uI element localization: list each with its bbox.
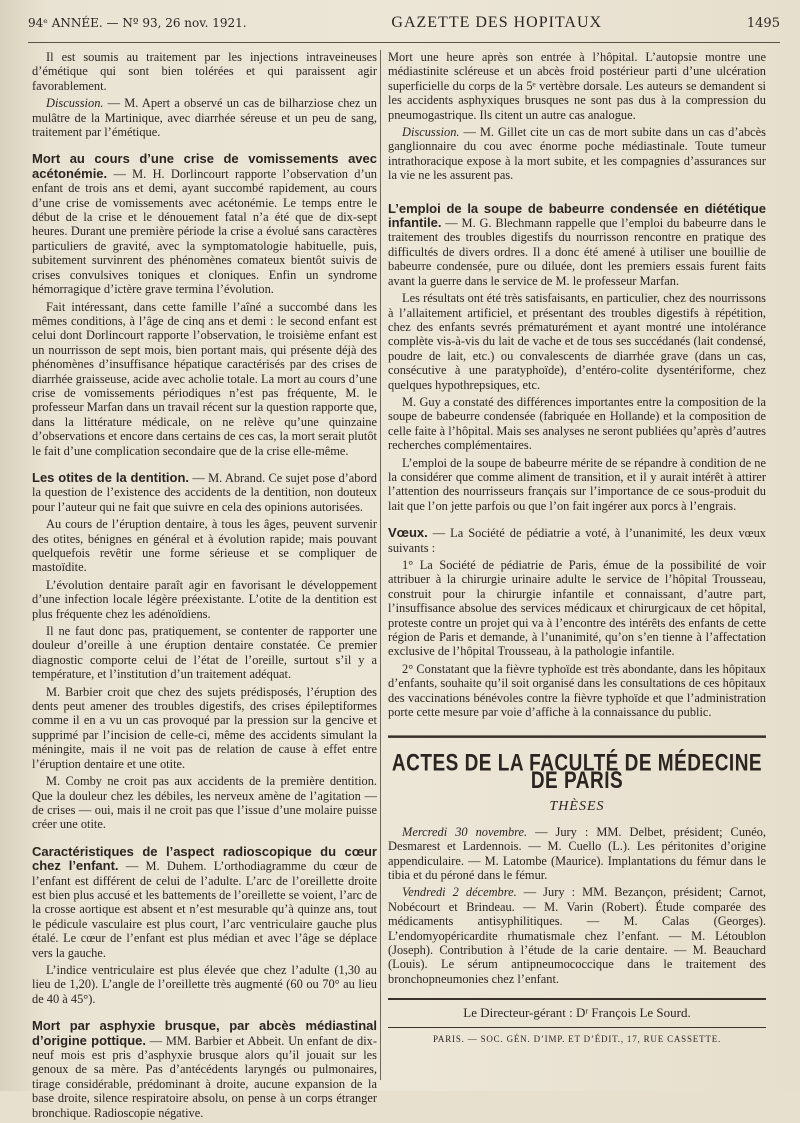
paragraph: Il ne faut donc pas, pratiquement, se contenter de rapporter une douleur d’oreille à une éruption dentaire constatée. Ce premier diagnostic comporte celui de l’état de l’oreille, surtout s’il y a température, et l’institution d’un traitement adéquat. (32, 624, 377, 682)
paragraph: Mort une heure après son entrée à l’hôpital. L’autopsie montre une médiastinite scléreuse et un abcès froid postérieur parti d’une ulcération superficielle du corps de la 5ᵉ vertèbre dorsale. Les auteurs se demandent si les accidents asphyxiques brusques ne sont pas dus à la compression du pneumogastrique. Ils citent un autre cas analogue. (388, 50, 766, 122)
discussion-text: — M. Gillet cite un cas de mort subite dans un cas d’abcès ganglionnaire du cou avec énorme poche médiastinale. Toute tumeur intrathoracique expose à la mort subite, et les compagnies d’assurances sur la vie ne les assurent pas. (388, 125, 766, 183)
right-column (388, 50, 766, 1046)
journal-title: GAZETTE DES HOPITAUX (391, 14, 603, 31)
paragraph: M. Barbier croit que chez des sujets prédisposés, l’éruption des dents peut amener des troubles digestifs, des crises épileptiformes comme il en a vu un cas provoqué par la pression sur la gencive et supprimé par l’incision de celle-ci, même des accidents simulant la méningite, mais il ne voit pas de relation de cause à effet entre l’éruption dentaire et une otite. (32, 684, 377, 771)
discussion-paragraph (388, 125, 766, 183)
theses-heading: THÈSES (549, 799, 605, 815)
discussion-paragraph (32, 96, 377, 139)
thesis-text: — Jury : MM. Bezançon, président; Carnot, Nobécourt et Brindeau. — M. Varin (Robert). Étude comparée des médicaments antisyphilitiques. — M. Calas (Georges). L’endomyopéricardite rhumatismale chez l’enfant. — M. Létoublon (Joseph). Contribution à l’étude de la carie dentaire. — M. Beauchard (Louis). Le sérum antipneumococcique dans le traitement des bronchopneumonies chez l’enfant. (388, 885, 766, 986)
section-title: Vœux. (388, 525, 428, 541)
thesis-text: — Jury : MM. Delbet, président; Cunéo, Desmarest et Lardennois. — M. Cuello (L.). Les péritonites d’origine appendiculaire. — M. Latombe (Maurice). Implantations du fémur dans le tibia et du péroné dans le fémur. (388, 824, 766, 882)
thesis-entry (388, 885, 766, 986)
paragraph: Il est soumis au traitement par les injections intraveineuses d’émétique qui sont bien tolérées et qui paraissent agir favorablement. (32, 50, 377, 93)
thesis-date: Vendredi 2 décembre. (402, 885, 517, 900)
section-text: — La Société de pédiatrie a voté, à l’unanimité, les deux vœux suivants : (388, 526, 766, 555)
spacer (388, 516, 766, 526)
column-divider (380, 50, 381, 1080)
section-title: Mort au cours d’une crise de vomissements avec acétonémie. (32, 151, 377, 181)
section-voeux (388, 526, 766, 555)
discussion-text: — M. Apert a observé un cas de bilharziose chez un mulâtre de la Martinique, avec diarrhée séreuse et un peu de sang, traitement par l’émétique. (32, 96, 377, 140)
discussion-label: Discussion. (402, 125, 460, 140)
thesis-date: Mercredi 30 novembre. (402, 824, 528, 839)
section-babeurre (388, 202, 766, 288)
paragraph: 2° Constatant que la fièvre typhoïde est très abondante, dans les hôpitaux d’enfants, souhaite qu’il soit organisé dans les consultations de ces hôpitaux des vaccinations bénévoles contre la fièvre typhoïde et que l’administration porte cette mesure par voie d’affiche à la connaissance du public. (388, 661, 766, 720)
section-vomissements (32, 152, 377, 296)
section-title: L’emploi de la soupe de babeurre condensée en diététique infantile. (388, 200, 766, 231)
section-otites (32, 471, 377, 514)
acts-heading: ACTES DE LA FACULTÉ DE MÉDECINE DE PARIS (388, 736, 766, 792)
paragraph: Fait intéressant, dans cette famille l’aîné a succombé dans les mêmes conditions, à l’âge de cinq ans et demi : le second enfant est celui dont Dorlincourt rapporte l’observation, le troisième enfant est un nourrisson de sept mois, bien portant mais, qui présente déjà des phénomènes d’insuffisance hépatique caractérisés par des crises de diarrhée graisseuse, acide avec acholie totale. La mort au cours d’une crise de vomissements périodiques n’est pas fréquente, M. le professeur Marfan dans un travail récent sur la question rapporte que, dans la littérature médicale, on ne relève qu’une quinzaine d’observations et encore dans certains de ces cas, la mort serait plutôt le fait d’une complication secondaire que de la crise elle-même. (32, 299, 377, 458)
section-title: Caractéristiques de l’aspect radioscopique du cœur chez l’enfant. (32, 843, 377, 874)
section-text: — MM. Barbier et Abbeit. Un enfant de dix-neuf mois est pris d’asphyxie brusque alors qu’il jouait sur les genoux de sa mère. Pas d’antécédents laryngés ou pulmonaires, tirage considérable, prédominant à droite, aucune expansion de la base droite, silence respiratoire absolu, on pense à un corps étranger bronchique. Radioscopie négative. (32, 1033, 377, 1120)
page-number: 1495 (746, 16, 780, 31)
section-text: — M. H. Dorlincourt rapporte l’observation d’un enfant de trois ans et demi, ayant succombé rapidement, au cours d’une crise de vomissements avec acétonémie. Le temps entre le début de la crise et le dénouement fatal n’a été que de dix-sept heures. Durant une première période la crise a évolué sans caractères particuliers de gravité, avec la symptomatologie habituelle, puis, subitement survinrent des phénomènes comateux bientôt suivis de crises convulsives toniques et cloniques. Enfin un syndrome hémorragique d’ictère grave termina l’évolution. (32, 166, 377, 297)
printer-line: PARIS. — SOC. GÉN. D’IMP. ET D’ÉDIT., 17, RUE CASSETTE. (388, 1027, 766, 1046)
paragraph: M. Comby ne croit pas aux accidents de la première dentition. Que la douleur chez les débiles, les nerveux amène de l’agitation — de crises — oui, mais il ne croit pas que l’issue d’une molaire puisse créer une otite. (32, 774, 377, 832)
section-title: Mort par asphyxie brusque, par abcès médiastinal d’origine pottique. (32, 1018, 377, 1048)
header-rule (28, 42, 780, 43)
paragraph: M. Guy a constaté des différences importantes entre la composition de la soupe de babeurre condensée (fabriquée en Hollande) et la composition de celle faite à l’hôpital. Mais ses analyses ne seront publiées qu’après d’autres recherches complémentaires. (388, 394, 766, 453)
section-text: — M. Duhem. L’orthodiagramme du cœur de l’enfant est différent de celui de l’adulte. L’arc de l’oreillette droite est bien plus accusé et les battements de l’oreillette se voient, l’arc de la crosse aortique est absent et n’est mesurable qu’à quinze ans, tout le pédicule vasculaire est plus court, l’arc ventriculaire gauche plus étalé. Le cœur de l’enfant est plus médian et avec l’âge se déplace vers la gauche. (32, 859, 377, 960)
discussion-label: Discussion. (46, 96, 104, 111)
spacer (388, 186, 766, 202)
director-line: Le Directeur-gérant : Dʳ François Le Sourd. (388, 998, 766, 1020)
paragraph: L’indice ventriculaire est plus élevée que chez l’adulte (1,30 au lieu de 1,20). L’angle de l’oreillette très augmenté (60 ou 70° au lieu de 40 à 45°). (32, 962, 377, 1006)
section-asphyxie (32, 1019, 377, 1120)
section-text: — M. G. Blechmann rappelle que l’emploi du babeurre dans le traitement des troubles digestifs du nourrisson rencontre en pratique des difficultés de divers ordres. Il a donc été amené à utiliser une bouillie de babeurre condensée, pure ou diluée, dont les premiers essais furent faits avant la guerre dans le service de M. le professeur Marfan. (388, 216, 766, 288)
section-title: Les otites de la dentition. (32, 469, 190, 485)
paragraph: L’évolution dentaire paraît agir en favorisant le développement d’une infection locale légère préexistante. L’otite de la dentition est plus fréquente chez les adénoïdiens. (32, 577, 377, 621)
issue-info: 94ᵉ ANNÉE. — Nº 93, 26 nov. 1921. (28, 16, 247, 30)
paragraph: Les résultats ont été très satisfaisants, en particulier, chez des nourrissons à l’allaitement artificiel, et présentant des troubles digestifs à répétition, chez des enfants sevrés prématurément et ayant montré une intolérance complète vis-à-vis du lait de vache et de tous ses succédanés (lait condensé, poudre de lait, etc.) ou convalescents de diarrhée grave (dans un cas, consécutive à une paratyphoïde), d’entéro-colite dysentériforme, chez quelques hypothrepsiques, etc. (388, 291, 766, 392)
page-header (28, 14, 780, 38)
left-column (32, 50, 377, 1123)
thesis-entry (388, 825, 766, 883)
paragraph: Au cours de l’éruption dentaire, à tous les âges, peuvent survenir des otites, bénignes en général et à évolution rapide; mais pouvant quelquefois revêtir une forme sérieuse et se compliquer de mastoïdite. (32, 517, 377, 575)
section-radioscopie (32, 845, 377, 960)
paragraph: L’emploi de la soupe de babeurre mérite de se répandre à condition de ne la considérer que comme aliment de transition, et il y aurait intérêt à attirer l’attention des nourrisseurs français sur l’importance de ce sous-produit du lait que l’on jette parfois ou que l’on fait ingérer aux porcs à l’engrais. (388, 455, 766, 513)
paragraph: 1° La Société de pédiatrie de Paris, émue de la possibilité de voir attribuer à la chirurgie urinaire adulte le service de l’hôpital Trousseau, construit pour la chirurgie infantile et connaissant, d’autre part, l’insuffisance absolue des services médicaux et chirurgicaux de cet hôpital, proteste contre un projet qui va à l’encontre des intérêts des enfants de cette région de Paris et demande, à l’unanimité, qu’on s’en tienne à l’affectation exclusive de l’hôpital Trousseau, à la pathologie infantile. (388, 558, 766, 659)
section-text: — M. Abrand. Ce sujet pose d’abord la question de l’existence des accidents de la dentition, non douteux pour l’auteur qui ne fait que suivre en cela des opinions autorisées. (32, 470, 377, 514)
